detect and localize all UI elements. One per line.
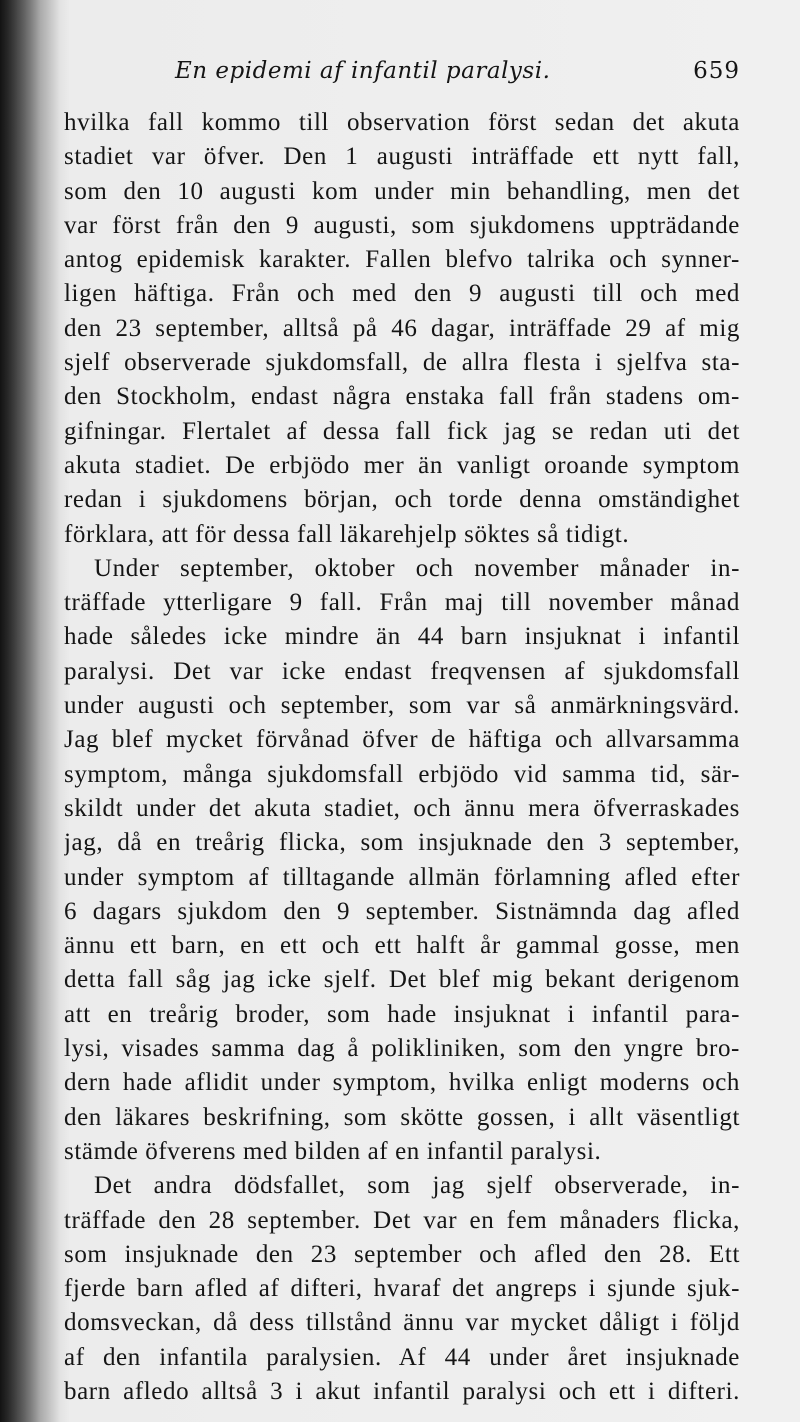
text-line: dern hade aflidit under symptom, hvilka enligt moderns och (64, 1069, 740, 1097)
text-line: redan i sjukdomens början, och torde denna omständighet (64, 486, 740, 514)
text-line: träffade den 28 september. Det var en fem månaders flicka, (64, 1206, 740, 1234)
text-line: ligen häftiga. Från och med den 9 augusti till och med (64, 280, 740, 308)
text-line: symptom, många sjukdomsfall erbjödo vid samma tid, sär- (64, 760, 740, 788)
text-line: träffade ytterligare 9 fall. Från maj till november månad (64, 589, 740, 617)
text-line: domsveckan, då dess tillstånd ännu var mycket dåligt i följd (64, 1309, 740, 1337)
text-line: att en treårig broder, som hade insjuknat i infantil para- (64, 1000, 740, 1028)
text-line: ännu ett barn, en ett och ett halft år gammal gosse, men (64, 932, 740, 960)
text-line: sjelf observerade sjukdomsfall, de allra flesta i sjelfva sta- (64, 349, 740, 377)
text-line: den läkares beskrifning, som skötte gossen, i allt väsentligt (64, 1103, 740, 1131)
text-line: hvilka fall kommo till observation först sedan det akuta (64, 109, 740, 136)
text-line: under symptom af tilltagande allmän förlamning afled efter (64, 863, 740, 891)
binding-shadow (0, 0, 60, 1422)
text-line: hade således icke mindre än 44 barn insjuknat i infantil (64, 623, 740, 651)
page-number: 659 (693, 58, 740, 84)
text-line: som den 10 augusti kom under min behandling, men det (64, 177, 740, 205)
text-line: stämde öfverens med bilden af en infantil paralysi. (64, 1137, 602, 1165)
text-line: detta fall såg jag icke sjelf. Det blef mig bekant derigenom (64, 966, 740, 994)
text-line: som insjuknade den 23 september och afled den 28. Ett (64, 1240, 740, 1268)
text-line: fjerde barn afled af difteri, hvaraf det angreps i sjunde sjuk- (64, 1275, 740, 1303)
text-line: skildt under det akuta stadiet, och ännu mera öfverraskades (64, 794, 740, 822)
page-header (60, 58, 740, 94)
text-line: under augusti och september, som var så anmärkningsvärd. (64, 692, 740, 720)
text-line: paralysi. Det var icke endast freqvensen af sjukdomsfall (64, 657, 740, 685)
body-text (64, 106, 740, 1409)
text-line: akuta stadiet. De erbjödo mer än vanligt oroande symptom (64, 451, 740, 479)
paragraph-start-line: Det andra dödsfallet, som jag sjelf observerade, in- (94, 1172, 740, 1200)
text-line: jag, då en treårig flicka, som insjuknade den 3 september, (64, 829, 740, 857)
text-line: antog epidemisk karakter. Fallen blefvo talrika och synner- (64, 246, 740, 274)
text-line: Jag blef mycket förvånad öfver de häftiga och allvarsamma (64, 726, 740, 754)
paragraph-start-line: Under september, oktober och november månader in- (94, 554, 740, 582)
text-line: den 23 september, alltså på 46 dagar, inträffade 29 af mig (64, 314, 740, 342)
text-line: gifningar. Flertalet af dessa fall fick jag se redan uti det (64, 417, 740, 445)
text-line: den Stockholm, endast några enstaka fall från stadens om- (64, 383, 740, 411)
text-line: af den infantila paralysien. Af 44 under året insjuknade (64, 1343, 740, 1371)
text-line: lysi, visades samma dag å polikliniken, som den yngre bro- (64, 1035, 740, 1063)
text-line: förklara, att för dessa fall läkarehjelp söktes så tidigt. (64, 520, 630, 548)
text-line: 6 dagars sjukdom den 9 september. Sistnämnda dag afled (64, 897, 740, 925)
text-line: barn afledo alltså 3 i akut infantil paralysi och ett i difteri. (64, 1377, 740, 1405)
text-line: stadiet var öfver. Den 1 augusti inträffade ett nytt fall, (64, 143, 740, 171)
running-title: En epidemi af infantil paralysi. (175, 58, 551, 84)
text-line: var först från den 9 augusti, som sjukdomens uppträdande (64, 211, 740, 239)
